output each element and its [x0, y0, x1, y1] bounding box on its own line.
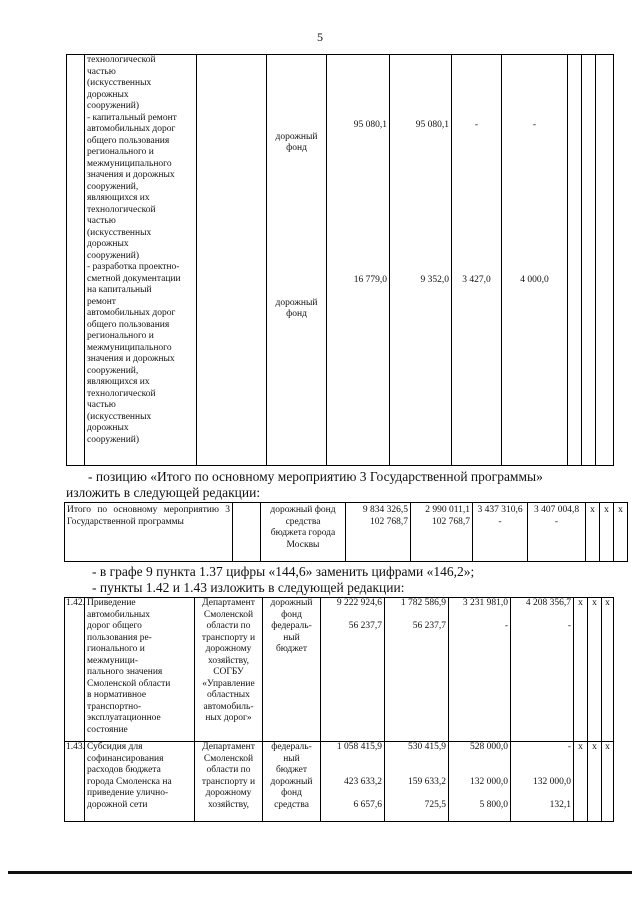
continuation-row: [67, 55, 614, 466]
year1-cell: [390, 55, 452, 466]
source-road-fund-2: дорожный фонд: [275, 297, 318, 319]
item-year1: 530 415,9 159 633,2 725,5: [385, 742, 449, 822]
items-table: [64, 597, 614, 822]
itogo-total: 9 834 326,5 102 768,7: [346, 503, 411, 562]
item-executor: Департамент Смоленской области по транспорту и дорожному хозяйству,: [195, 742, 263, 822]
item-source: федераль- ный бюджет дорожный фонд средства: [263, 742, 321, 822]
item-year3: - 132 000,0 132,1: [511, 742, 574, 822]
executor-cell: [197, 55, 267, 466]
item-x-mark: х: [602, 598, 614, 742]
source-road-fund-1: дорожный фонд: [275, 131, 318, 153]
year1-value-2: 9 352,0: [420, 274, 449, 285]
item-number: 1.43.: [65, 742, 85, 822]
year2-cell: [452, 55, 502, 466]
item-row-1-43: [65, 742, 614, 822]
itogo-year2: 3 437 310,6 -: [473, 503, 528, 562]
itogo-source: дорожный фонд средства бюджета города Москвы: [261, 503, 346, 562]
item-x-mark: х: [574, 742, 588, 822]
source-cell: [267, 55, 327, 466]
itogo-x-mark: х: [614, 503, 628, 562]
item-total: 9 222 924,6 56 237,7: [321, 598, 385, 742]
year3-cell: [502, 55, 568, 466]
year2-value-2: 3 427,0: [462, 274, 491, 285]
total-cell: [327, 55, 390, 466]
bottom-rule: [8, 871, 632, 874]
measure-description: технологической частью (искусственных дорожных сооружений) - капитальный ремонт автомобильных дорог общего пользования регионального и межмуниципального значения и дорожных сооружений, являющихся их технологической частью (искусственных дорожных сооружений) - разработка проектно- сметной документации на капитальный ремонт автомобильных дорог общего пользования регионального и межмуниципального значения и дорожных сооружений, являющихся их технологической частью (искусственных дорожных сооружений): [85, 55, 197, 466]
item-executor: Департамент Смоленской области по транспорту и дорожному хозяйству, СОГБУ «Управление областных автомобиль- ных дорог»: [195, 598, 263, 742]
item-x-mark: х: [602, 742, 614, 822]
empty-cell: [233, 503, 261, 562]
item-year1: 1 782 586,9 56 237,7: [385, 598, 449, 742]
year1-value-1: 95 080,1: [415, 120, 449, 130]
paragraph-itogo-line1: - позицию «Итого по основному мероприятию 3 Государственной программы»: [88, 469, 543, 484]
item-x-mark: х: [574, 598, 588, 742]
empty-cell: [582, 55, 596, 466]
total-value-2: 16 779,0: [353, 274, 387, 285]
itogo-x-mark: х: [586, 503, 600, 562]
item-x-mark: х: [588, 742, 602, 822]
item-year2: 528 000,0 132 000,0 5 800,0: [449, 742, 511, 822]
empty-cell: [596, 55, 614, 466]
continuation-table: [66, 54, 614, 466]
itogo-row: [65, 503, 628, 562]
year2-value-1: -: [474, 120, 479, 130]
itogo-year3: 3 407 004,8 -: [528, 503, 586, 562]
item-number: 1.42.: [65, 598, 85, 742]
page-number: 5: [317, 30, 323, 44]
itogo-year1: 2 990 011,1 102 768,7: [411, 503, 473, 562]
item-year3: 4 208 356,7 -: [511, 598, 574, 742]
number-cell: [67, 55, 85, 466]
item-source: дорожный фонд федераль- ный бюджет: [263, 598, 321, 742]
itogo-label: Итого по основному мероприятию 3 Государственной программы: [65, 503, 233, 562]
paragraph-itogo-line2: изложить в следующей редакции:: [66, 485, 261, 500]
item-x-mark: х: [588, 598, 602, 742]
itogo-x-mark: х: [600, 503, 614, 562]
item-name: Приведение автомобильных дорог общего пользования ре- гионального и межмуници- пального значения Смоленской области в нормативное транспортно- эксплуатационное состояние: [85, 598, 195, 742]
paragraph-replace-figures: - в графе 9 пункта 1.37 цифры «144,6» заменить цифрами «146,2»;: [92, 564, 475, 579]
item-year2: 3 231 981,0 -: [449, 598, 511, 742]
paragraph-items-intro: - пункты 1.42 и 1.43 изложить в следующей редакции:: [92, 580, 405, 595]
total-value-1: 95 080,1: [353, 120, 387, 130]
year3-value-2: 4 000,0: [520, 274, 549, 285]
empty-cell: [568, 55, 582, 466]
year3-value-1: -: [532, 120, 537, 130]
item-name: Субсидия для софинансирования расходов бюджета города Смоленска на приведение улично- дорожной сети: [85, 742, 195, 822]
itogo-table: [64, 502, 628, 562]
item-row-1-42: [65, 598, 614, 742]
item-total: 1 058 415,9 423 633,2 6 657,6: [321, 742, 385, 822]
